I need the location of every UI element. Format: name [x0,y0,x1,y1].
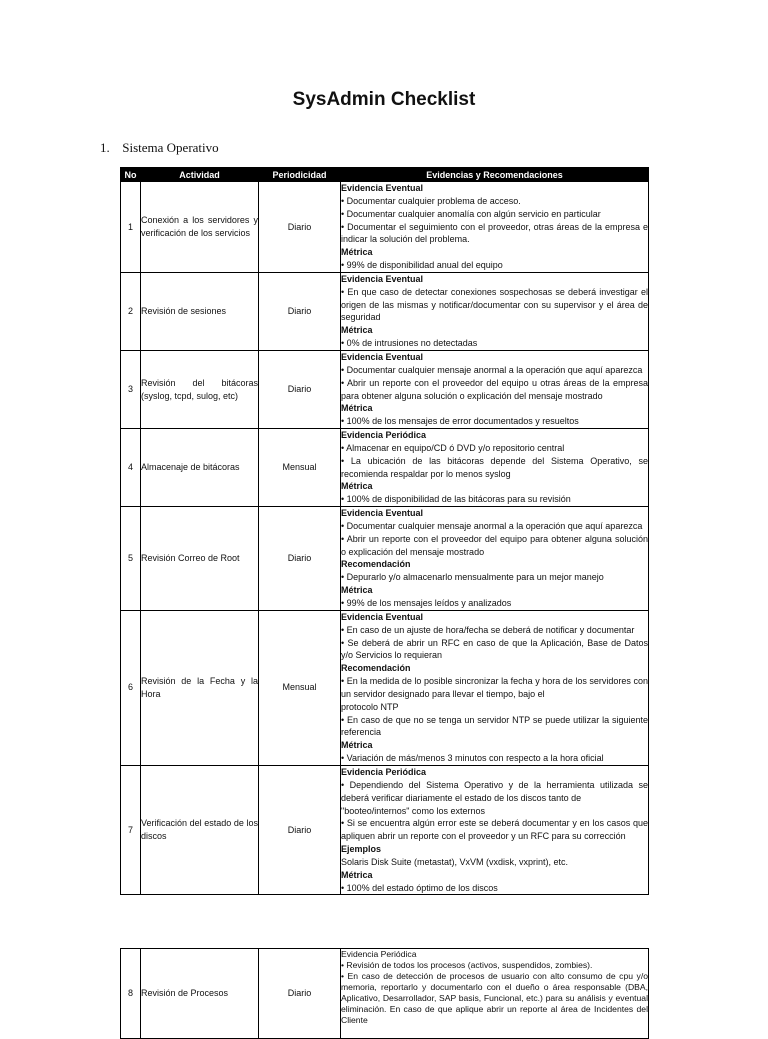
evidence-line: • Revisión de todos los procesos (activos, suspendidos, zombies). [341,960,593,970]
evidence-line: • En caso de detección de procesos de usuario con alto consumo de cpu y/o memoria, reportarlo y documentarlo con el dueño o área responsable (DBA, Aplicativo, Desarrollador, SAP basis, Funcional, etc.) para su análisis y eventual eliminación. En caso de que aplique abrir un reporte al área de Incidentes del Cliente [341,971,648,1025]
evidence-line: • En la medida de lo posible sincronizar la fecha y hora de los servidores con un servidor designado para llevar el tiempo, bajo el [341,676,648,699]
evidence-heading: Métrica [341,740,373,751]
header-period: Periodicidad [259,168,341,182]
row-evidence [341,272,649,350]
row-period: Diario [259,350,341,428]
row-number: 1 [121,182,141,273]
evidence-line: protocolo NTP [341,701,399,712]
row-activity: Verificación del estado de los discos [141,765,259,894]
section-heading [100,140,219,156]
row-period: Mensual [259,610,341,765]
evidence-line: • Abrir un reporte con el proveedor del equipo para obtener alguna solución o explicación del mensaje mostrado [341,533,648,557]
evidence-heading: Recomendación [341,559,411,570]
evidence-heading: Métrica [341,325,373,336]
evidence-heading: Métrica [341,481,373,492]
evidence-heading: Evidencia Periódica [341,766,427,777]
evidence-line: • Documentar cualquier problema de acceso. [341,195,521,206]
evidence-heading: Evidencia Eventual [341,611,424,622]
evidence-line: • En caso de que no se tenga un servidor NTP se puede utilizar la siguiente referencia [341,714,648,738]
evidence-heading: Recomendación [341,663,411,674]
row-number: 5 [121,507,141,611]
evidence-line: • Documentar el seguimiento con el proveedor, otras áreas de la empresa e indicar la solución del problema. [341,221,648,245]
row-number: 7 [121,765,141,894]
row-period: Diario [259,765,341,894]
evidence-line: Evidencia Periódica [341,949,417,959]
evidence-line: "booteo/internos" como los externos [341,805,485,816]
evidence-heading: Evidencia Eventual [341,508,424,519]
row-evidence [341,610,649,765]
header-no: No [121,168,141,182]
table-row [121,182,649,273]
evidence-heading: Evidencia Eventual [341,183,424,193]
table-row [121,350,649,428]
header-evidence: Evidencias y Recomendaciones [341,168,649,182]
evidence-heading: Métrica [341,869,373,880]
row-period: Mensual [259,429,341,507]
evidence-line: Solaris Disk Suite (metastat), VxVM (vxdisk, vxprint), etc. [341,856,569,867]
row-activity: Revisión del bitácoras (syslog, tcpd, sulog, etc) [141,350,259,428]
table-row [121,949,649,1039]
row-activity: Revisión Correo de Root [141,507,259,611]
evidence-line: • Abrir un reporte con el proveedor del equipo u otras áreas de la empresa para obtener alguna solución o explicación del mensaje mostrado [341,377,648,401]
evidence-line: • La ubicación de las bitácoras depende del Sistema Operativo, se recomienda respaldar por lo menos syslog [341,455,648,479]
table-row [121,610,649,765]
table-row [121,272,649,350]
row-evidence [341,765,649,894]
evidence-heading: Métrica [341,247,373,258]
evidence-line: • Almacenar en equipo/CD ó DVD y/o repositorio central [341,442,565,453]
evidence-line: • Documentar cualquier anomalía con algún servicio en particular [341,208,601,219]
evidence-line: • 99% de los mensajes leídos y analizados [341,598,512,608]
row-activity: Conexión a los servidores y verificación de los servicios [141,182,259,273]
row-evidence [341,350,649,428]
row-number: 4 [121,429,141,507]
evidence-heading: Métrica [341,585,373,596]
row-period: Diario [259,949,341,1039]
evidence-line: • Documentar cualquier mensaje anormal a la operación que aquí aparezca [341,520,643,531]
evidence-heading: Evidencia Eventual [341,351,424,362]
row-period: Diario [259,182,341,273]
evidence-heading: Evidencia Eventual [341,273,424,284]
evidence-line: • Documentar cualquier mensaje anormal a la operación que aquí aparezca [341,364,643,375]
table-header-row [121,168,649,182]
row-number: 3 [121,350,141,428]
header-activity: Actividad [141,168,259,182]
section-label: Sistema Operativo [122,140,219,155]
row-evidence [341,507,649,611]
evidence-line: • Si se encuentra algún error este se deberá documentar y en los casos que apliquen abrir un reporte con el proveedor y un RFC para su corrección [341,818,648,842]
row-period: Diario [259,272,341,350]
checklist-table-continued [120,948,649,1039]
evidence-heading: Métrica [341,403,373,414]
row-evidence [341,429,649,507]
evidence-line: • 0% de intrusiones no detectadas [341,338,478,349]
row-activity: Revisión de Procesos [141,949,259,1039]
evidence-heading: Evidencia Periódica [341,430,427,441]
row-activity: Revisión de sesiones [141,272,259,350]
page-title: SysAdmin Checklist [292,89,476,110]
row-number: 6 [121,610,141,765]
row-activity: Revisión de la Fecha y la Hora [141,610,259,765]
row-evidence [341,182,649,273]
evidence-line: • Dependiendo del Sistema Operativo y de la herramienta utilizada se deberá verificar diariamente el estado de los discos tanto de [341,779,648,803]
table-row [121,507,649,611]
evidence-line: • Variación de más/menos 3 minutos con respecto a la hora oficial [341,753,604,764]
evidence-line: • 100% del estado óptimo de los discos [341,882,498,893]
row-number: 2 [121,272,141,350]
evidence-line: • Depurarlo y/o almacenarlo mensualmente para un mejor manejo [341,572,604,583]
table-row [121,765,649,894]
section-number: 1. [100,140,110,155]
row-period: Diario [259,507,341,611]
evidence-heading: Ejemplos [341,844,382,855]
evidence-line: • 99% de disponibilidad anual del equipo [341,260,503,271]
evidence-line: • En que caso de detectar conexiones sospechosas se deberá investigar el origen de las mismas y notificar/documentar con su supervisor y el área de seguridad [341,286,648,323]
evidence-line: • 100% de disponibilidad de las bitácoras para su revisión [341,494,571,505]
row-number: 8 [121,949,141,1039]
row-evidence [341,949,649,1039]
row-activity: Almacenaje de bitácoras [141,429,259,507]
table-row [121,429,649,507]
evidence-line: • 100% de los mensajes de error documentados y resueltos [341,416,579,427]
checklist-table [120,167,649,895]
evidence-line: • Se deberá de abrir un RFC en caso de que la Aplicación, Base de Datos y/o Servicios lo requieran [341,637,648,661]
evidence-line: • En caso de un ajuste de hora/fecha se deberá de notificar y documentar [341,624,635,635]
